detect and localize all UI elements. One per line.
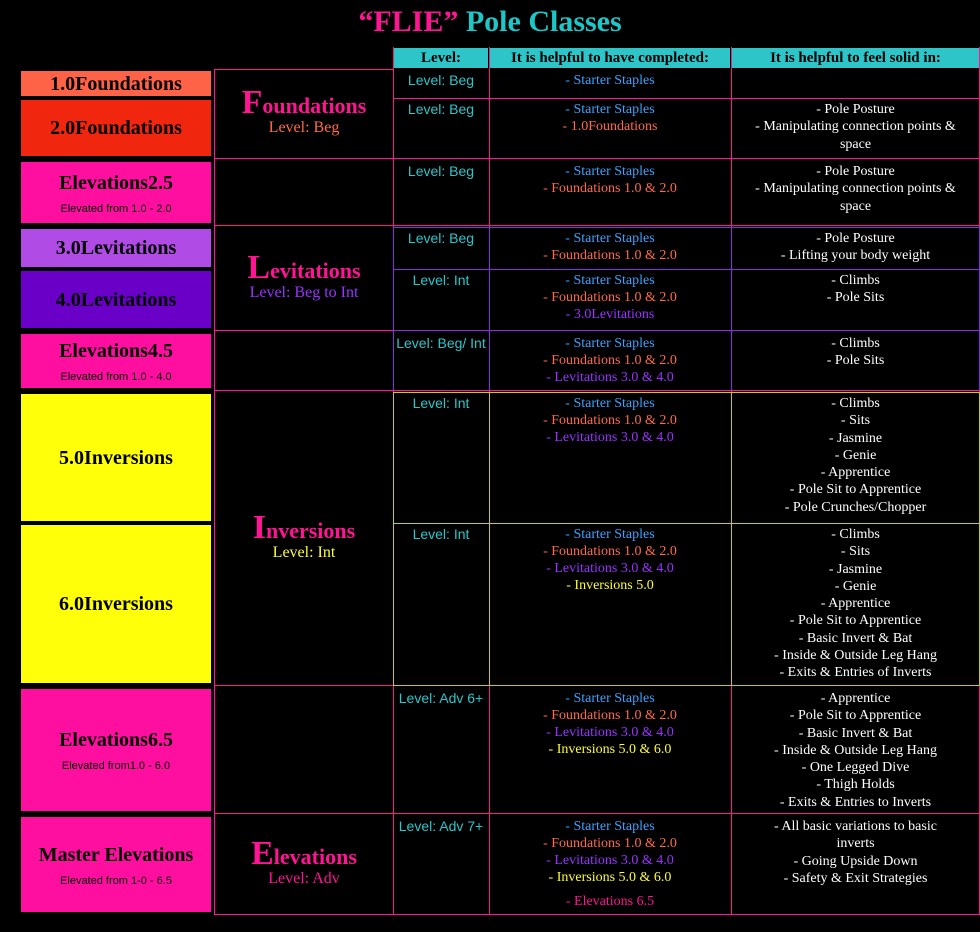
completed-item: - Starter Staples <box>565 819 655 834</box>
row-level: Level: Int <box>412 272 470 288</box>
completed-item: - Inversions 5.0 & 6.0 <box>548 742 672 757</box>
completed-item: - Starter Staples <box>565 273 655 288</box>
class-subtitle: Elevated from 1.0 - 2.0 <box>60 202 172 215</box>
row-completed <box>489 815 731 914</box>
row-solid <box>731 687 980 813</box>
completed-item: - Levitations 3.0 & 4.0 <box>546 853 674 868</box>
row-completed <box>489 227 731 269</box>
grid-line <box>214 158 393 159</box>
row-completed <box>489 269 731 330</box>
grid-line <box>393 269 980 270</box>
completed-item: - Starter Staples <box>565 691 655 706</box>
solid-item: - Jasmine <box>828 430 883 446</box>
solid-item: - Genie <box>834 447 877 463</box>
row-solid <box>731 332 980 390</box>
solid-item: - Jasmine <box>828 561 883 577</box>
completed-item: - 3.0Levitations <box>565 307 655 322</box>
solid-item: - Pole Posture <box>816 164 895 179</box>
class-name: Elevations6.5 <box>59 729 173 751</box>
row-solid <box>731 523 980 685</box>
completed-item: - Foundations 1.0 & 2.0 <box>543 413 677 428</box>
completed-item: - Starter Staples <box>565 73 655 88</box>
row-completed <box>489 332 731 390</box>
group-level: Level: Beg <box>268 119 340 136</box>
completed-item: - Starter Staples <box>565 102 655 117</box>
row-level: Level: Beg <box>407 72 475 88</box>
row-completed <box>489 687 731 813</box>
row-solid <box>731 269 980 330</box>
row-solid <box>731 392 980 523</box>
row-level: Level: Int <box>412 395 470 411</box>
solid-item: - Apprentice <box>820 596 891 612</box>
row-solid <box>731 98 980 158</box>
solid-item: - Pole Crunches/Chopper <box>784 499 927 515</box>
row-completed <box>489 69 731 98</box>
class-box <box>19 687 213 813</box>
group-name: Foundations <box>241 84 367 121</box>
solid-item: space <box>839 198 872 214</box>
class-name: 2.0Foundations <box>50 117 182 139</box>
class-name: Master Elevations <box>38 843 194 866</box>
solid-item: - Climbs <box>831 396 880 411</box>
group-name: Levitations <box>247 249 361 286</box>
row-level: Level: Beg <box>407 163 475 179</box>
header-solid: It is helpful to feel solid in: <box>731 47 980 69</box>
solid-item: - Climbs <box>831 527 880 542</box>
group-level: Level: Beg to Int <box>249 284 359 301</box>
class-name: 3.0Levitations <box>55 237 177 259</box>
class-box <box>19 160 213 225</box>
completed-item: - Levitations 3.0 & 4.0 <box>546 561 674 576</box>
class-box <box>19 227 213 269</box>
row-solid <box>731 815 980 914</box>
grid-line <box>393 523 980 524</box>
class-box <box>19 69 213 98</box>
solid-item: - Pole Sit to Apprentice <box>789 708 922 724</box>
completed-item: - Inversions 5.0 & 6.0 <box>548 870 672 885</box>
solid-item: - Lifting your body weight <box>780 248 931 264</box>
class-box <box>19 815 213 914</box>
solid-item: - Apprentice <box>820 465 891 481</box>
solid-item: - Genie <box>834 578 877 594</box>
solid-item: - Inside & Outside Leg Hang <box>774 648 937 664</box>
title-rest: Pole Classes <box>465 5 622 38</box>
group-level: Level: Adv <box>268 870 340 887</box>
row-solid <box>731 227 980 269</box>
group-label <box>215 69 393 158</box>
group-name: Inversions <box>252 509 356 546</box>
grid-line <box>214 69 393 70</box>
solid-item: - Basic Invert & Bat <box>798 630 913 646</box>
row-level: Level: Adv 6+ <box>398 690 484 706</box>
class-name: 4.0Levitations <box>55 288 177 311</box>
grid-line <box>393 392 394 685</box>
group-name: Elevations <box>251 835 357 872</box>
grid-line <box>214 330 393 331</box>
grid-line <box>393 227 980 228</box>
completed-item: - Starter Staples <box>565 336 655 351</box>
row-completed <box>489 523 731 685</box>
class-box <box>19 392 213 523</box>
solid-item: - Sits <box>840 413 871 429</box>
row-completed <box>489 98 731 158</box>
class-box <box>19 523 213 685</box>
solid-item: - Inside & Outside Leg Hang <box>774 742 937 758</box>
grid-line <box>393 813 980 814</box>
row-level: Level: Int <box>412 526 470 542</box>
row-level: Level: Adv 7+ <box>398 818 484 834</box>
solid-item: - Pole Posture <box>816 102 895 117</box>
solid-item: - Manipulating connection points & <box>755 181 956 197</box>
grid-line <box>393 330 980 331</box>
completed-item: - Foundations 1.0 & 2.0 <box>543 353 677 368</box>
solid-item: - All basic variations to basic <box>774 819 937 834</box>
solid-item: - Going Upside Down <box>793 853 918 869</box>
grid-line <box>489 227 490 390</box>
solid-item: - Pole Posture <box>816 231 895 246</box>
group-label <box>215 227 393 330</box>
class-subtitle: Elevated from 1.0 - 4.0 <box>60 371 172 383</box>
completed-item: - Foundations 1.0 & 2.0 <box>543 544 677 559</box>
solid-item: - Pole Sit to Apprentice <box>789 613 922 629</box>
solid-item: - Climbs <box>831 336 880 351</box>
header-level: Level: <box>393 47 489 69</box>
class-name: 5.0Inversions <box>59 446 173 469</box>
solid-item: space <box>839 136 872 152</box>
class-subtitle: Elevated from1.0 - 6.0 <box>61 760 171 772</box>
group-label <box>215 815 393 914</box>
solid-item: inverts <box>836 836 875 852</box>
row-completed <box>489 392 731 523</box>
grid-line <box>731 227 732 390</box>
class-subtitle: Elevated from 1-0 - 6.5 <box>60 874 172 887</box>
grid-line <box>393 390 980 391</box>
completed-item: - Starter Staples <box>565 231 655 246</box>
class-name: Elevations4.5 <box>59 340 173 362</box>
solid-item: - Exits & Entries of Inverts <box>779 665 932 681</box>
completed-item: - Foundations 1.0 & 2.0 <box>543 836 677 851</box>
class-name: 1.0Foundations <box>50 72 182 95</box>
completed-item: - Starter Staples <box>565 164 655 179</box>
solid-item: - One Legged Dive <box>801 760 910 776</box>
solid-item: - Pole Sits <box>826 353 885 369</box>
grid-line <box>393 227 394 390</box>
class-box <box>19 332 213 390</box>
grid-line <box>393 392 980 393</box>
title-quoted: “FLIE” <box>358 5 459 38</box>
solid-item: - Manipulating connection points & <box>755 119 956 135</box>
solid-item: - Pole Sits <box>826 290 885 306</box>
completed-item: - Levitations 3.0 & 4.0 <box>546 370 674 385</box>
solid-item: - Sits <box>840 544 871 560</box>
grid-line <box>214 69 215 915</box>
completed-item: - Inversions 5.0 <box>566 578 654 593</box>
group-label <box>215 392 393 685</box>
row-completed <box>489 160 731 225</box>
completed-item: - Foundations 1.0 & 2.0 <box>543 290 677 305</box>
grid-line <box>214 685 393 686</box>
solid-item: - Thigh Holds <box>816 777 895 793</box>
grid-line <box>214 390 393 391</box>
class-name: 6.0Inversions <box>59 593 173 615</box>
solid-item: - Basic Invert & Bat <box>798 725 913 741</box>
completed-item: - Starter Staples <box>565 396 655 411</box>
completed-item: - Foundations 1.0 & 2.0 <box>543 248 677 263</box>
header-completed: It is helpful to have completed: <box>489 47 731 69</box>
class-box <box>19 98 213 158</box>
completed-item: - Foundations 1.0 & 2.0 <box>543 181 677 196</box>
class-name: Elevations2.5 <box>59 171 173 194</box>
solid-item: - Pole Sit to Apprentice <box>789 482 922 498</box>
grid-line <box>214 813 393 814</box>
grid-line <box>731 392 732 685</box>
grid-line <box>214 225 393 226</box>
page-title <box>0 2 980 42</box>
row-solid <box>731 69 980 98</box>
row-level: Level: Beg/ Int <box>396 335 486 351</box>
solid-item: - Exits & Entries to Inverts <box>779 794 932 810</box>
grid-line <box>393 98 980 99</box>
completed-item: - Starter Staples <box>565 527 655 542</box>
group-level: Level: Int <box>272 544 336 561</box>
solid-item: - Apprentice <box>820 691 891 706</box>
completed-item: - Levitations 3.0 & 4.0 <box>546 430 674 445</box>
grid-line <box>393 158 980 159</box>
class-box <box>19 269 213 330</box>
row-level: Level: Beg <box>407 101 475 117</box>
completed-item: - Levitations 3.0 & 4.0 <box>546 725 674 740</box>
solid-item: - Safety & Exit Strategies <box>783 870 928 886</box>
completed-item: - Elevations 6.5 <box>565 894 655 909</box>
row-level: Level: Beg <box>407 230 475 246</box>
row-solid <box>731 160 980 225</box>
grid-line <box>214 914 980 915</box>
solid-item: - Climbs <box>831 273 880 288</box>
grid-line <box>489 392 490 685</box>
completed-item: - 1.0Foundations <box>562 119 658 134</box>
grid-line <box>393 225 980 226</box>
grid-line <box>393 685 980 686</box>
completed-item: - Foundations 1.0 & 2.0 <box>543 708 677 723</box>
